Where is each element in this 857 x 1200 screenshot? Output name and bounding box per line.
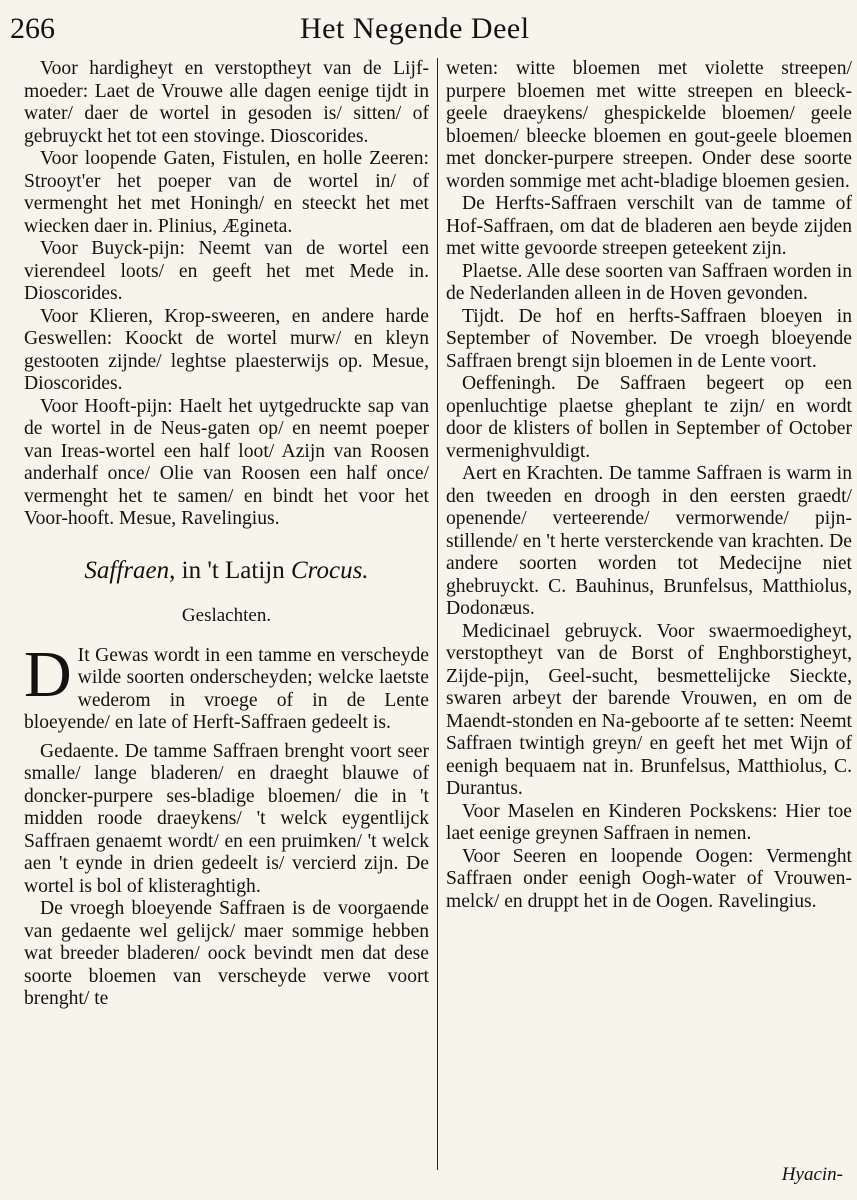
paragraph-buyck-pijn: Voor Buyck-pijn: Neemt van de wortel een vierendeel loots/ en geeft het met Mede in. Dioscorides. [24,238,429,304]
paragraph-plaetse: Plaetse. Alle dese soorten van Saffraen worden in de Nederlanden alleen in de Hoven gevonden. [446,260,852,304]
right-column [446,58,852,913]
running-head: Het Negende Deel [300,12,530,45]
heading-name: Saffraen [84,556,170,584]
catchword: Hyacin- [781,1164,843,1185]
paragraph-oeffeningh: Oeffeningh. De Saffraen begeert op een openluchtige plaetse gheplant te zijn/ en wordt door de klisters of bollen in September of October vermenighvuldigt. [446,373,852,462]
section-heading [24,557,429,585]
heading-connector: , in 't Latijn [169,556,291,584]
heading-latin: Crocus. [291,556,369,584]
page-number: 266 [10,12,55,45]
paragraph-vroegh-bloeyende: De vroegh bloeyende Saffraen is de voorgaende van gedaente wel gelijck/ maer sommige hebben wat breeder bladeren/ oock bevindt men dat dese soorte bloemen van verscheyde verwe voort brenght/ te [24,898,429,1009]
paragraph-seeren-oogen: Voor Seeren en loopende Oogen: Vermenght Saffraen onder eenigh Oogh-water of Vrouwen-melck/ en druppt het in de Oogen. Ravelingius. [446,845,852,912]
paragraph-fistulen: Voor loopende Gaten, Fistulen, en holle Zeeren: Strooyt'er het poeper van de wortel in/ of vermenght het met Honingh/ en steeckt het met wiecken daer in. Plinius, Ægineta. [24,148,429,237]
paragraph-medicinael-gebruyck: Medicinael gebruyck. Voor swaermoedigheyt, verstoptheyt van de Borst of Enghborstigheyt, Zijde-pijn, Geel-sucht, besmettelijcke Sieckte, swaren arbeyt der barende Vrouwen, en om de Maendt-stonden en Na-geboorte af te setten: Neemt Saffraen twintigh greyn/ en geeft het met Wijn of eenigh bequaem nat in. Brunfelsus, Matthiolus, C. Durantus. [446,620,852,799]
paragraph-weten: weten: witte bloemen met violette streepen/ purpere bloemen met witte streepen en bleeck-geele draeykens/ ghespickelde bloemen/ geele bloemen/ bleecke bloemen en gout-geele bloemen met doncker-purpere streepen. Onder dese soorte worden sommige met acht-bladige bloemen gesien. [446,58,852,192]
paragraph-hooft-pijn: Voor Hooft-pijn: Haelt het uytgedruckte sap van de wortel in de Neus-gaten op/ en neemt poeper van Ireas-wortel een half loot/ Azijn van Roosen anderhalf once/ Olie van Roosen een half once/ vermenght het te samen/ en bindt het voor het Voor-hooft. Mesue, Ravelingius. [24,395,429,529]
drop-cap: D [24,637,72,711]
paragraph-maselen: Voor Maselen en Kinderen Pockskens: Hier toe laet eenige greynen Saffraen in nemen. [446,800,852,844]
column-rule [437,58,438,1170]
paragraph-tijdt: Tijdt. De hof en herfts-Saffraen bloeyen in September of November. De vroegh bloeyende Saffraen brengt sijn bloemen in de Lente voort. [446,305,852,372]
first-paragraph-text: It Gewas wordt in een tamme en verscheyde wilde soorten onderscheyden; welcke laetste wederom in vroege of in de Lente bloeyende/ en late of Herft-Saffraen gedeelt is. [24,644,429,733]
paragraph-gedaente: Gedaente. De tamme Saffraen brenght voort seer smalle/ lange bladeren/ en draeght blauwe of doncker-purpere ses-bladige bloemen/ die in 't midden roode draeykens/ 't welck eygentlijck Saffraen genaemt wordt/ en een pruimken/ 't welck aen 't eynde in drien gedeelt is/ vercierd zijn. De wortel is bol of klisteraghtigh. [24,740,429,897]
left-column [24,58,429,1011]
paragraph-klieren: Voor Klieren, Krop-sweeren, en andere harde Geswellen: Koockt de wortel murw/ en kleyn gestooten zijnde/ leghtse plaesterwijs op. Mesue, Dioscorides. [24,305,429,394]
paragraph-aert-en-krachten: Aert en Krachten. De tamme Saffraen is warm in den tweeden en droogh in den eersten graedt/ openende/ verteerende/ vermorwende/ pijn-stillende/ en 't herte versterckende van krachten. De andere soorten worden tot Medecijne niet ghebruyckt. C. Bauhinus, Brunfelsus, Matthiolus, Dodonæus. [446,463,852,619]
paragraph-herfts-saffraen: De Herfts-Saffraen verschilt van de tamme of Hof-Saffraen, om dat de bladeren aen beyde zijden met witte gevoorde streepen geteekent zijn. [446,193,852,259]
paragraph-lijf-moeder: Voor hardigheyt en verstoptheyt van de Lijf-moeder: Laet de Vrouwe alle dagen eenige tijdt in water/ daer de wortel in gesoden is/ sitten/ of gebruyckt het tot een stovinge. Dioscorides. [24,58,429,147]
first-paragraph [24,637,429,735]
subheading: Geslachten. [181,604,272,626]
